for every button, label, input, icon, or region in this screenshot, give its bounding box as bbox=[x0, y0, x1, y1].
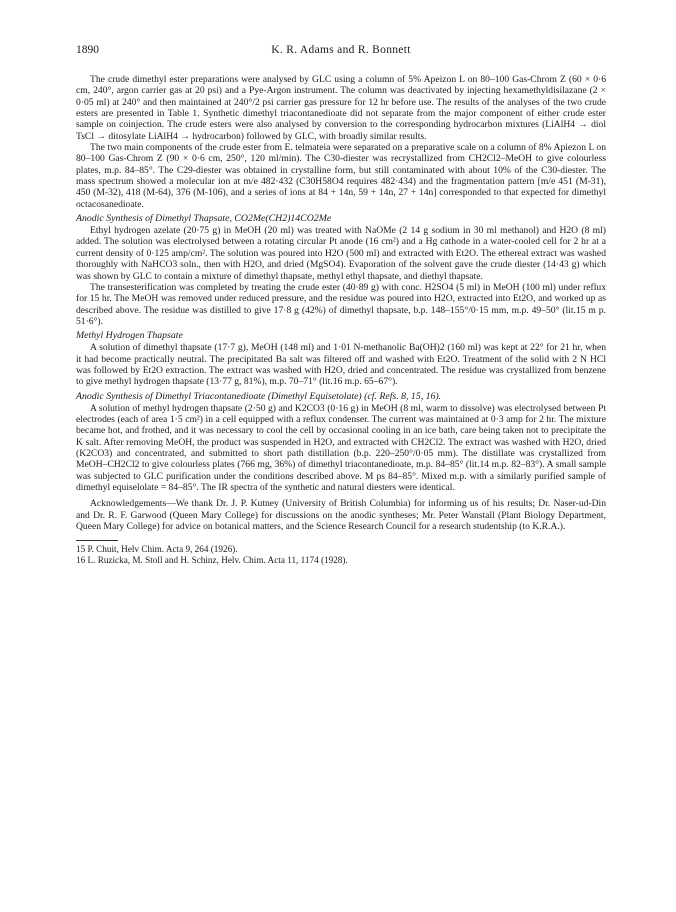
section-heading-thapsate: Anodic Synthesis of Dimethyl Thapsate, CO2Me(CH2)14CO2Me bbox=[76, 213, 332, 225]
paragraph-transesterification: The transesterification was completed by treating the crude ester (40·89 g) with conc. H2SO4 (5 ml) in MeOH (100 ml) under reflux for 15 hr. The MeOH was removed under reduced pressure, and the residue was poured into H2O, extracted into Et2O, and worked up as described above. The residue was distilled to give 17·8 g (42%) of dimethyl thapsate, b.p. 148–155°/0·15 mm, m.p. 49–50° (lit.15 m p. 51·6°). bbox=[76, 281, 606, 327]
footnotes bbox=[76, 544, 606, 566]
running-head: K. R. Adams and R. Bonnett bbox=[271, 44, 411, 56]
paragraph-glc-analysis: The crude dimethyl ester preparations were analysed by GLC using a column of 5% Apeizon L on 80–100 Gas-Chrom Z (60 × 0·6 cm, 240°, argon carrier gas at 20 psi) and a Pye-Argon instrument. The column was deactivated by injecting hexamethyldisilazane (2 × 0·05 ml) at 240° and then maintained at 240°/2 psi carrier gas pressure for 12 hr before use. The results of the analyses of the two crude esters are presented in Table 1. Synthetic dimethyl triacontanedioate did not separate from the major component of either crude ester sample on coinjection. The crude esters were also analysed by conversion to the corresponding hydrocarbon mixtures (LiAlH4 → diol TsCl → ditosylate LiAlH4 → hydrocarbon) followed by GLC, with broadly similar results. bbox=[76, 74, 606, 142]
article-body bbox=[76, 74, 606, 566]
paragraph-triacontanedioate: A solution of methyl hydrogen thapsate (2·50 g) and K2CO3 (0·16 g) in MeOH (8 ml, warm to dissolve) was electrolysed between Pt electrodes (each of area 1·5 cm²) in a cell equipped with a reflux condenser. The current was maintained at 0·3 amp for 2 hr. The mixture became hot, and frothed, and it was necessary to cool the cell by occasional cooling in an ice bath, care being taken not to precipitate the K salt. After removing MeOH, the product was suspended in H2O, and extracted with CH2Cl2. The extract was washed with H2O, dried (K2CO3) and concentrated, and submitted to short path distillation (b.p. 220–250°/0·05 mm). The distillate was crystallized from MeOH–CH2Cl2 to give colourless plates (766 mg, 36%) of dimethyl triacontanedioate, m.p. 84–85° (lit.14 m.p. 82–83°). A small sample was subjected to GLC purification under the conditions described above. M ps 84–85°. Mixed m.p. with a similarly purified sample of dimethyl equiselolate = 84–85°. The IR spectra of the synthetic and natural diesters were identical. bbox=[76, 402, 606, 493]
paragraph-preparative-separation: The two main components of the crude ester from E. telmateia were separated on a preparative scale on a column of 8% Apiezon L on 80–100 Gas-Chrom Z (90 × 0·6 cm, 250°, 120 ml/min). The C30-diester was recrystallized from CH2Cl2–MeOH to give colourless plates, m.p. 84–85°. The C29-diester was obtained in crystalline form, but still contaminated with about 10% of the C30-diester. The mass spectrum showed a molecular ion at m/e 482·432 (C30H58O4 requires 482·434) and the fragmentation pattern [m/e 451 (M-31), 450 (M-32), 418 (M-64), 376 (M-106), and a series of ions at 84 + 14n, 59 + 14n, 27 + 14n] corresponded to that expected for dimethyl octacosanedioate. bbox=[76, 142, 606, 210]
paragraph-electrolysis: Ethyl hydrogen azelate (20·75 g) in MeOH (20 ml) was treated with NaOMe (2 14 g sodium in 30 ml methanol) and H2O (8 ml) added. The solution was electrolysed between a rotating circular Pt anode (16 cm²) and a Hg cathode in a water-cooled cell for 2 hr at a current density of 0·125 amp/cm². The solution was poured into H2O (500 ml) and extracted with Et2O. The ethereal extract was washed thoroughly with NaHCO3 soln., then with H2O, and dried (MgSO4). Evaporation of the solvent gave the crude diester (14·43 g) which was shown by GLC to contain a mixture of dimethyl thapsate, methyl ethyl thapsate, and diethyl thapsate. bbox=[76, 225, 606, 282]
section-heading-triacontanedioate: Anodic Synthesis of Dimethyl Triacontanedioate (Dimethyl Equisetolate) (cf. Refs. 8, 15, 16). bbox=[76, 390, 442, 402]
paragraph-methyl-hydrogen-thapsate: A solution of dimethyl thapsate (17·7 g), MeOH (148 ml) and 1·01 N-methanolic Ba(OH)2 (160 ml) was kept at 22° for 21 hr, when it had become practically neutral. The precipitated Ba salt was filtered off and washed with Et2O. Treatment of the solid with 2 N HCl was followed by Et2O extraction. The extract was washed with H2O, dried and concentrated. The residue was crystallized from benzene to give methyl hydrogen thapsate (13·77 g, 81%), m.p. 70–71° (lit.16 m.p. 65–67°). bbox=[76, 342, 606, 388]
page-number: 1890 bbox=[76, 44, 99, 56]
footnote-16: 16 L. Ruzicka, M. Stoll and H. Schinz, Helv. Chim. Acta 11, 1174 (1928). bbox=[76, 555, 348, 566]
footnote-15: 15 P. Chuit, Helv Chim. Acta 9, 264 (1926). bbox=[76, 544, 238, 555]
page-header bbox=[76, 44, 606, 60]
acknowledgements: Acknowledgements—We thank Dr. J. P. Kutney (University of British Columbia) for informing us of his results; Dr. Naser-ud-Din and Dr. R. F. Garwood (Queen Mary College) for discussions on the anodic syntheses; Mr. Peter Wanstall (Plant Biology Department, Queen Mary College) for advice on botanical matters, and the Science Research Council for a research studentship (to K.R.A.). bbox=[76, 498, 606, 533]
footnote-rule bbox=[76, 540, 118, 541]
section-heading-methyl-hydrogen-thapsate: Methyl Hydrogen Thapsate bbox=[76, 330, 183, 342]
